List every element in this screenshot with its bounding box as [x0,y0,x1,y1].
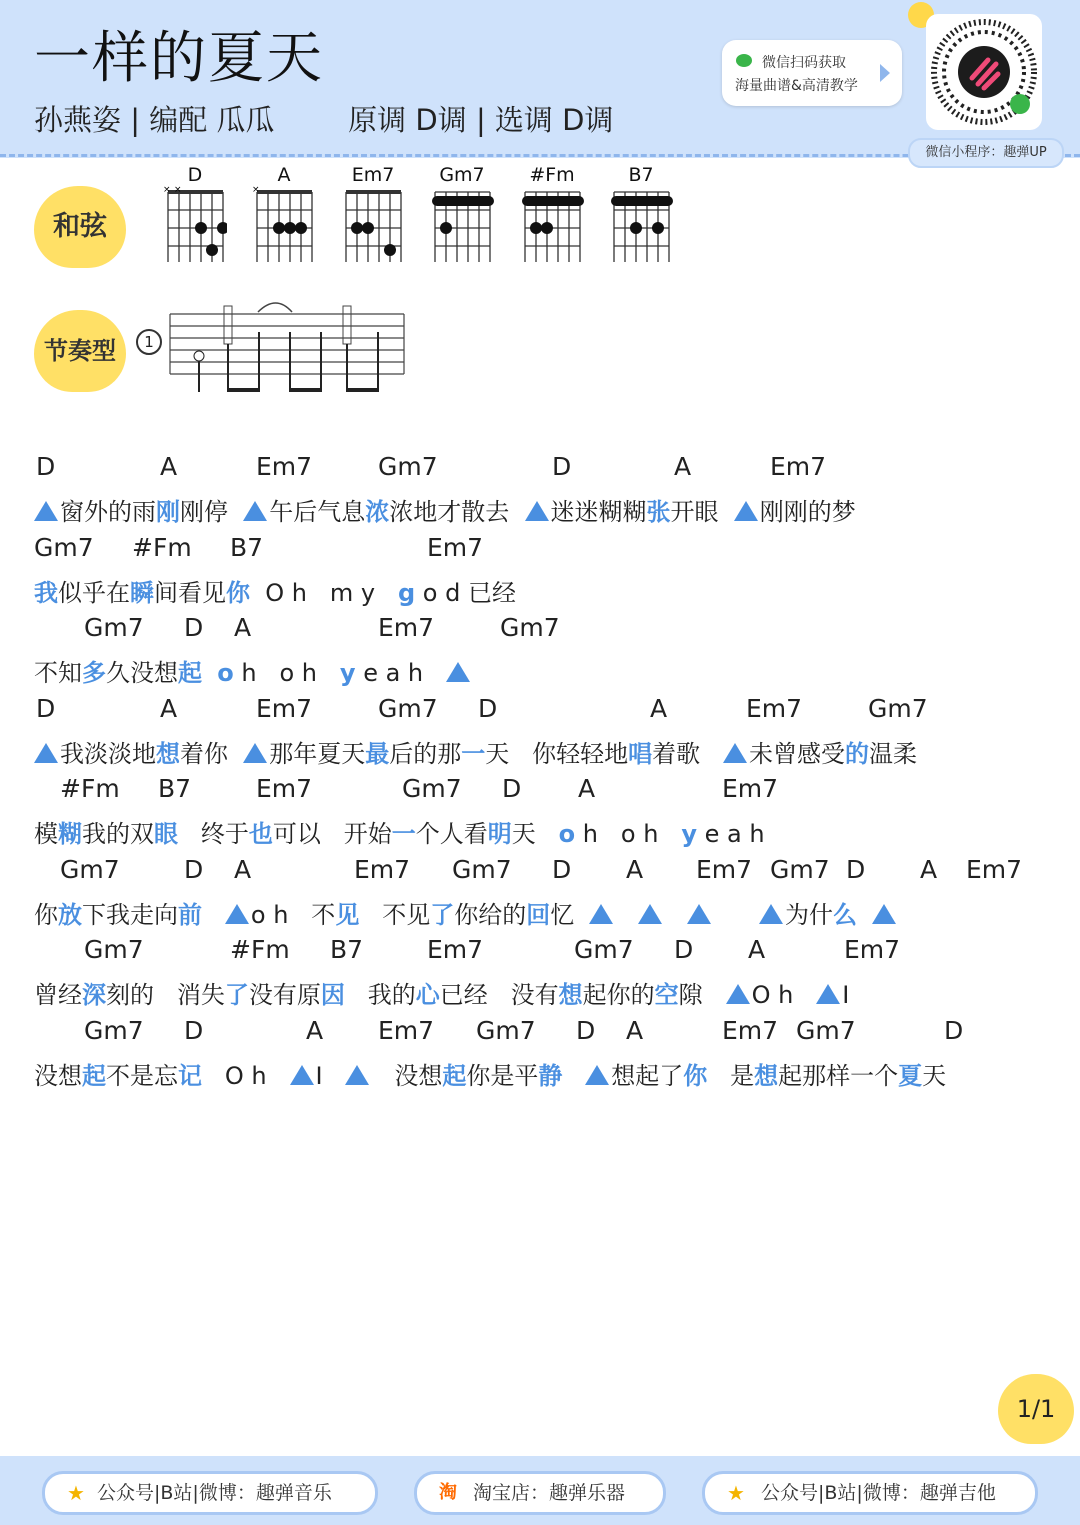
lyric-row [34,1056,946,1091]
lyric-highlight: 的 [845,740,870,768]
lyric-highlight: 回 [526,901,551,929]
lyric-highlight: 前 [178,901,202,929]
lyric-text: 未曾感受 [749,740,846,768]
lyric-text: e a h [355,659,447,687]
chord-label: D [502,774,522,803]
chord-label: Em7 [256,774,313,803]
lyric-text: 你 [34,901,58,929]
lyric-highlight: 么 [833,901,858,929]
chord-label: Gm7 [60,855,120,884]
lyric-text: o d 已经 [415,579,516,607]
chord-label: D [552,452,572,481]
chord-diagram-a [252,164,316,268]
chord-diagram-em7 [341,164,405,268]
lyric-text: 我的双 [82,820,154,848]
lyric-highlight: 一 [461,740,486,768]
chord-label: Em7 [427,935,484,964]
chord-row [0,855,1080,895]
lyric-text: 我的 [344,981,416,1009]
chord-label: Gm7 [378,452,438,481]
lyric-highlight: 唱 [628,740,653,768]
lyric-text: 忆 [550,901,590,929]
lyric-row [34,492,856,527]
chord-diagram-d [163,164,227,268]
chord-row [0,613,1080,653]
chord-label: Gm7 [402,774,462,803]
promo-line1: 微信扫码获取 [762,55,846,71]
lyric-text: I [315,1062,346,1090]
chord-label: #Fm [60,774,120,803]
chord-label: B7 [230,533,264,562]
chord-label: A [160,694,178,723]
lyric-text: 着你 [180,740,244,768]
song-subtitle: 孙燕姿 | 编配 瓜瓜 原调 D调 | 选调 D调 [34,103,614,137]
chord-label: Em7 [256,452,313,481]
lyric-text: 曾经 [34,981,82,1009]
chord-label: A [650,694,668,723]
lyric-text: 没想 [34,1062,82,1090]
strum-triangle-icon [243,501,267,521]
lyric-text: 没有原 [248,981,321,1009]
lyric-text: h o h [575,820,682,848]
footer-link-taobao[interactable] [414,1471,666,1515]
lyric-text [713,901,759,929]
chord-label: Gm7 [574,935,634,964]
chord-label: A [674,452,692,481]
lyric-text: 不知 [34,659,82,687]
lyric-highlight: 想 [156,740,180,768]
strum-triangle-icon [446,662,470,682]
chord-label: Em7 [722,774,779,803]
lyric-highlight: 我 [34,579,58,607]
chord-label: Gm7 [84,935,144,964]
chord-row [0,533,1080,573]
footer-text: 公众号|B站|微博：趣弹音乐 [97,1482,332,1504]
lyric-highlight: 起 [82,1062,106,1090]
lyric-text: e a h [696,820,765,848]
chord-label: A [160,452,178,481]
lyric-highlight: o [217,659,234,687]
strum-triangle-icon [290,1065,314,1085]
lyric-text: 没想 [371,1062,443,1090]
lyric-highlight: 糊 [58,820,82,848]
chord-label: Gm7 [476,1016,536,1045]
lyric-text: O h m y [250,579,398,607]
lyric-highlight: 也 [248,820,273,848]
lyric-text: 隙 [678,981,726,1009]
song-title: 一样的夏天 [34,26,324,91]
lyric-text: 下我走向 [82,901,178,929]
lyric-text [615,901,638,929]
page-indicator: 1/1 [998,1374,1074,1444]
lyric-highlight: 记 [178,1062,202,1090]
chord-label: A [626,855,644,884]
lyric-text: o h 不 [250,901,336,929]
lyric-text: 刻的 消失 [106,981,225,1009]
lyric-highlight: 起 [178,659,202,687]
chord-label: A [578,774,596,803]
lyric-text: 间看见 [154,579,226,607]
chord-name: Gm7 [439,164,485,186]
lyric-text: 终于 [178,820,249,848]
chord-diagram-b7 [609,164,673,268]
chord-label: D [846,855,866,884]
lyric-highlight: 起 [442,1062,467,1090]
chord-label: D [674,935,694,964]
strum-triangle-icon [34,743,58,763]
lyric-text: 个人看 [415,820,488,848]
svg-text:×: × [163,186,171,195]
chord-label: B7 [330,935,364,964]
lyric-highlight: 放 [58,901,82,929]
lyric-text: 午后气息 [269,498,366,526]
chord-label: Em7 [378,613,435,642]
lyric-text: h o h [233,659,340,687]
chord-label: D [944,1016,964,1045]
star-icon: ★ [67,1481,85,1505]
promo-card[interactable] [722,40,902,106]
chord-label: Em7 [378,1016,435,1045]
lyric-text: 刚停 [180,498,244,526]
lyric-row [34,653,472,688]
chord-label: A [748,935,766,964]
lyric-text: 不见 [359,901,431,929]
strum-triangle-icon [243,743,267,763]
footer-text: 公众号|B站|微博：趣弹吉他 [761,1482,996,1504]
lyric-highlight: 因 [320,981,345,1009]
chord-label: D [478,694,498,723]
chord-label: D [36,694,56,723]
strum-triangle-icon [585,1065,609,1085]
lyric-text: 已经 没有 [439,981,559,1009]
lyric-highlight: 空 [654,981,679,1009]
chord-diagram-gm7 [430,164,494,268]
rhythm-badge: 节奏型 [34,310,126,392]
lyric-text: 你是平 [466,1062,539,1090]
lyric-text: O h [202,1062,290,1090]
chord-diagram-fm [520,164,584,268]
chevron-right-icon [878,62,892,84]
lyric-text [202,659,217,687]
chord-label: Gm7 [770,855,830,884]
chord-name: B7 [628,164,654,186]
chord-label: A [306,1016,324,1045]
lyric-text: 天 [922,1062,947,1090]
lyric-highlight: 张 [646,498,671,526]
lyric-row [34,573,516,608]
rhythm-pattern-staff [166,296,408,396]
lyric-text: 那年夏天 [269,740,366,768]
lyric-highlight: y [339,659,356,687]
lyric-text: 天 你轻轻地 [485,740,629,768]
chord-label: Em7 [722,1016,779,1045]
chord-label: Gm7 [796,1016,856,1045]
footer-text: 淘宝店：趣弹乐器 [473,1482,626,1504]
svg-text:×: × [174,186,182,195]
lyric-row [34,814,765,849]
strum-triangle-icon [589,904,613,924]
qr-code-icon [926,14,1042,130]
lyric-text: 刚刚的梦 [759,498,856,526]
strum-triangle-icon [816,984,840,1004]
lyric-highlight: 浓 [365,498,390,526]
chord-label: Gm7 [34,533,94,562]
lyric-highlight: 明 [487,820,512,848]
lyric-text: 浓地才散去 [389,498,525,526]
lyric-text: 想起了 [611,1062,684,1090]
lyric-text: 着歌 [652,740,724,768]
strum-triangle-icon [638,904,662,924]
strum-triangle-icon [345,1065,369,1085]
lyric-highlight: 心 [415,981,440,1009]
qr-code[interactable] [926,14,1042,130]
chord-label: D [184,613,204,642]
strum-triangle-icon [225,904,249,924]
lyric-text: 起那样一个 [778,1062,899,1090]
lyric-text: 模 [34,820,58,848]
chord-label: A [234,613,252,642]
lyric-row [34,895,898,930]
lyric-text: 迷迷糊糊 [550,498,647,526]
chord-label: Gm7 [378,694,438,723]
chord-label: A [626,1016,644,1045]
lyric-text: 窗外的雨 [60,498,156,526]
lyric-text: 后的那 [389,740,462,768]
lyric-highlight: 想 [558,981,583,1009]
lyric-highlight: 眼 [154,820,178,848]
chord-label: Em7 [696,855,753,884]
strum-triangle-icon [872,904,896,924]
chord-label: Em7 [256,694,313,723]
lyric-highlight: 多 [82,659,106,687]
rhythm-number: 1 [136,329,162,355]
lyric-text: 你给的 [454,901,527,929]
chord-label: D [36,452,56,481]
lyric-highlight: 你 [226,579,250,607]
strum-triangle-icon [687,904,711,924]
chord-label: A [234,855,252,884]
chord-row [0,935,1080,975]
lyric-highlight: 深 [82,981,106,1009]
lyric-text: 可以 开始 [272,820,392,848]
chord-name: D [187,164,203,186]
lyric-highlight: 静 [538,1062,563,1090]
lyric-highlight: 了 [430,901,455,929]
chord-label: Em7 [770,452,827,481]
chord-label: Em7 [354,855,411,884]
wechat-icon [736,54,752,67]
chord-label: Gm7 [84,1016,144,1045]
lyric-row [34,734,917,769]
chord-label: D [576,1016,596,1045]
chord-label: D [184,855,204,884]
chord-label: Em7 [844,935,901,964]
lyric-highlight: 刚 [156,498,180,526]
lyric-highlight: 瞬 [130,579,154,607]
lyric-text: O h [751,981,817,1009]
mini-program-label[interactable]: 微信小程序：趣弹UP [908,138,1064,168]
chord-row [0,774,1080,814]
lyric-highlight: 了 [224,981,249,1009]
lyric-text: 久没想 [106,659,178,687]
lyric-text: 温柔 [869,740,918,768]
promo-line2: 海量曲谱&高清教学 [735,78,858,94]
strum-triangle-icon [525,501,549,521]
lyric-text: 起你的 [582,981,655,1009]
lyric-text: 天 [511,820,559,848]
lyric-highlight: y [681,820,697,848]
chord-label: Gm7 [500,613,560,642]
strum-triangle-icon [34,501,58,521]
lyric-highlight: 你 [683,1062,708,1090]
chord-row [0,694,1080,734]
lyric-text: I [842,981,850,1009]
chord-name: #Fm [529,164,575,186]
strum-triangle-icon [759,904,783,924]
star-icon: ★ [727,1481,745,1505]
chord-label: Gm7 [452,855,512,884]
svg-text:×: × [252,186,260,195]
chord-label: Gm7 [868,694,928,723]
lyric-highlight: 夏 [898,1062,923,1090]
chord-label: D [184,1016,204,1045]
lyric-text [202,901,225,929]
chord-label: B7 [158,774,192,803]
lyric-text [857,901,872,929]
chord-label: #Fm [132,533,192,562]
lyric-text: 我淡淡地 [60,740,156,768]
lyric-highlight: 一 [391,820,416,848]
lyric-row [34,975,849,1010]
lyric-text: 不是忘 [106,1062,178,1090]
chord-name: A [277,164,291,186]
lyric-highlight: 见 [335,901,360,929]
lyric-highlight: o [558,820,576,848]
lyric-text [664,901,687,929]
lyric-text: 开眼 [670,498,734,526]
chord-label: #Fm [230,935,290,964]
strum-triangle-icon [726,984,750,1004]
taobao-icon: 淘 [439,1482,457,1503]
footer-link-guitar[interactable] [702,1471,1038,1515]
chord-row [0,1016,1080,1056]
footer-link-music[interactable] [42,1471,378,1515]
chord-label: Gm7 [84,613,144,642]
strum-triangle-icon [734,501,758,521]
strum-triangle-icon [723,743,747,763]
chord-name: Em7 [351,164,395,186]
chord-row [0,452,1080,492]
chord-label: Em7 [966,855,1023,884]
chord-label: A [920,855,938,884]
chord-badge: 和弦 [34,186,126,268]
lyric-text: 是 [707,1062,755,1090]
lyric-highlight: 想 [754,1062,779,1090]
lyric-text: 为什 [785,901,834,929]
chord-label: D [552,855,572,884]
chord-label: Em7 [746,694,803,723]
lyric-text: 似乎在 [58,579,130,607]
lyric-highlight: g [397,579,416,607]
chord-label: Em7 [427,533,484,562]
lyric-text [562,1062,585,1090]
lyric-highlight: 最 [365,740,390,768]
